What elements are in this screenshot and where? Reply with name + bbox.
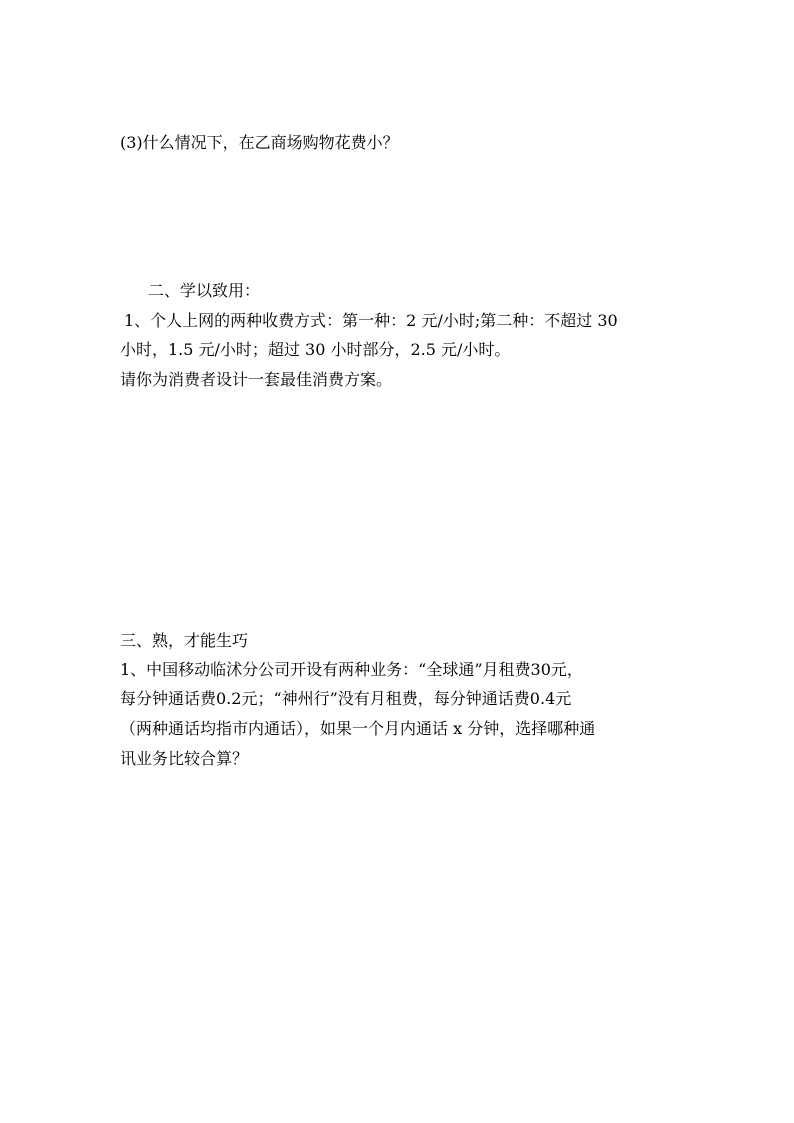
- section-3-heading: 三、熟，才能生巧: [120, 631, 249, 650]
- section-3-problem-1-line-2: 每分钟通话费0.2元；“神州行”没有月租费，每分钟通话费0.4元: [120, 689, 572, 708]
- section-3-problem-1-line-3: （两种通话均指市内通话），如果一个月内通话 x 分钟，选择哪种通: [120, 719, 596, 738]
- section-3-problem-1-line-1: 1、中国移动临沭分公司开设有两种业务：“全球通”月租费30元，: [120, 660, 583, 679]
- section-3-problem-1-line-4: 讯业务比较合算？: [120, 749, 249, 768]
- section-2-problem-1-line-2: 小时，1.5 元/小时；超过 30 小时部分，2.5 元/小时。: [120, 340, 511, 359]
- section-2-problem-1-line-1: 1、个人上网的两种收费方式：第一种：2 元/小时;第二种：不超过 30: [124, 311, 618, 330]
- section-2-problem-1-line-3: 请你为消费者设计一套最佳消费方案。: [120, 370, 393, 389]
- section-2-heading: 二、学以致用：: [148, 281, 261, 300]
- question-3-text: (3)什么情况下，在乙商场购物花费小？: [120, 133, 399, 152]
